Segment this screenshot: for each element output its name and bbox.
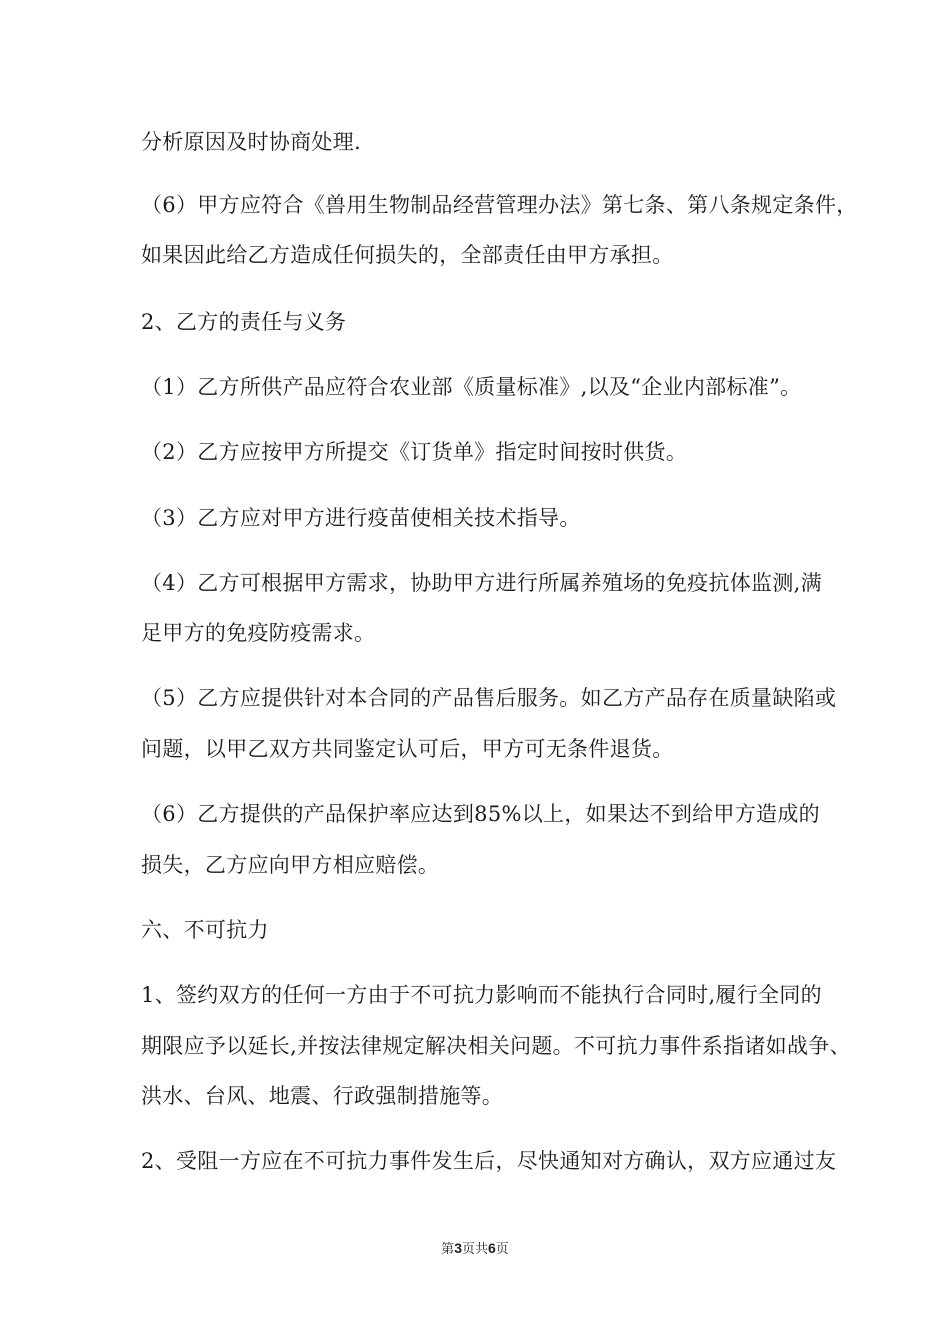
text-line: （5）乙方应提供针对本合同的产品售后服务。如乙方产品存在质量缺陷或 [141, 686, 837, 710]
text-line: 1、签约双方的任何一方由于不可抗力影响而不能执行合同时,履行全同的 [141, 983, 822, 1007]
text-line: 足甲方的免疫防疫需求。 [141, 621, 376, 645]
text-line: 洪水、台风、地震、行政强制措施等。 [141, 1084, 504, 1108]
current-page-number: 3 [454, 1240, 462, 1256]
footer-suffix: 页 [495, 1242, 509, 1257]
text-line: （2）乙方应按甲方所提交《订货单》指定时间按时供货。 [141, 440, 688, 464]
text-line: 期限应予以延长,并按法律规定解决相关问题。不可抗力事件系指诸如战争、 [141, 1034, 851, 1058]
text-line: （4）乙方可根据甲方需求，协助甲方进行所属养殖场的免疫抗体监测,满 [141, 571, 822, 595]
text-line: 分析原因及时协商处理. [141, 130, 361, 154]
footer-prefix: 第 [441, 1242, 455, 1257]
text-line: 损失，乙方应向甲方相应赔偿。 [141, 853, 440, 877]
section-heading: 六、不可抗力 [141, 918, 269, 942]
text-line: （3）乙方应对甲方进行疫苗使相关技术指导。 [141, 506, 581, 530]
total-pages-number: 6 [488, 1240, 496, 1256]
text-line: （6）甲方应符合《兽用生物制品经营管理办法》第七条、第八条规定条件， [141, 193, 858, 217]
text-line: （6）乙方提供的产品保护率应达到85%以上，如果达不到给甲方造成的 [141, 802, 820, 826]
text-line: （1）乙方所供产品应符合农业部《质量标准》,以及“企业内部标准”。 [141, 375, 802, 399]
footer-middle: 页共 [461, 1242, 488, 1257]
page-footer [0, 1239, 950, 1259]
text-line: 如果因此给乙方造成任何损失的，全部责任由甲方承担。 [141, 243, 674, 267]
text-line: 问题，以甲乙双方共同鉴定认可后，甲方可无条件退货。 [141, 737, 674, 761]
section-heading: 2、乙方的责任与义务 [141, 310, 347, 334]
text-line: 2、受阻一方应在不可抗力事件发生后，尽快通知对方确认，双方应通过友 [141, 1149, 837, 1173]
